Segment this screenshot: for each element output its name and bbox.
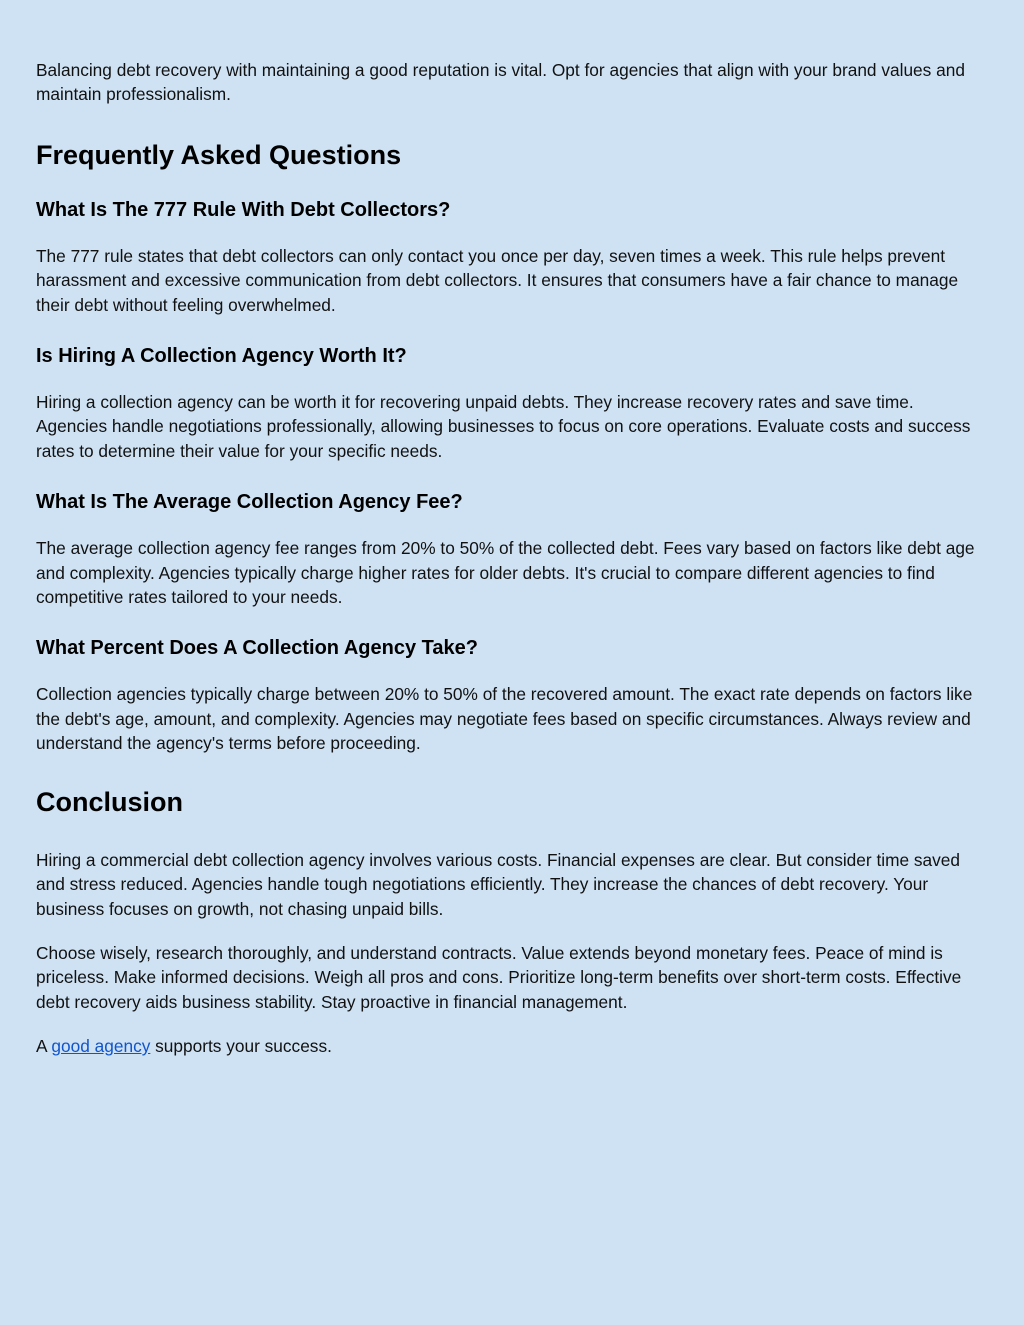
faq-answer: Collection agencies typically charge between 20% to 50% of the recovered amount. The exact rate depends on factors like the debt's age, amount, and complexity. Agencies may negotiate fees based on specific circumstances. Always review and understand the agency's terms before proceeding. (36, 684, 973, 754)
closing-sentence (36, 1034, 984, 1058)
faq-item (36, 344, 984, 463)
faq-item (36, 490, 984, 609)
faq-heading: Frequently Asked Questions (36, 139, 402, 170)
faq-question: What Is The 777 Rule With Debt Collectors? (36, 198, 451, 221)
faq-question: Is Hiring A Collection Agency Worth It? (36, 345, 407, 368)
intro-paragraph: Balancing debt recovery with maintaining a good reputation is vital. Opt for agencies that align with your brand values and maintain professionalism. (36, 60, 965, 105)
faq-question: What Is The Average Collection Agency Fee? (36, 491, 463, 514)
conclusion-paragraph-2: Choose wisely, research thoroughly, and understand contracts. Value extends beyond monetary fees. Peace of mind is priceless. Make informed decisions. Weigh all pros and cons. Prioritize long-term benefits over short-term costs. Effective debt recovery aids business stability. Stay proactive in financial management. (36, 942, 962, 1012)
faq-answer: Hiring a collection agency can be worth it for recovering unpaid debts. They increase recovery rates and save time. Agencies handle negotiations professionally, allowing businesses to focus on core operations. Evaluate costs and success rates to determine their value for your specific needs. (36, 392, 971, 461)
closing-suffix: supports your success. (150, 1036, 332, 1057)
faq-item (36, 636, 984, 755)
closing-prefix: A (36, 1036, 52, 1057)
conclusion-heading: Conclusion (36, 786, 183, 817)
faq-question: What Percent Does A Collection Agency Take? (36, 637, 478, 660)
good-agency-link[interactable]: good agency (51, 1036, 151, 1057)
faq-answer: The 777 rule states that debt collectors can only contact you once per day, seven times a week. This rule helps prevent harassment and excessive communication from debt collectors. It ensures that consumers have a fair chance to manage their debt without feeling overwhelmed. (36, 245, 959, 315)
faq-item (36, 198, 984, 317)
faq-answer: The average collection agency fee ranges from 20% to 50% of the collected debt. Fees vary based on factors like debt age and complexity. Agencies typically charge higher rates for older debts. It's crucial to compare different agencies to find competitive rates tailored to your needs. (36, 538, 975, 608)
conclusion-paragraph-1: Hiring a commercial debt collection agency involves various costs. Financial expenses are clear. But consider time saved and stress reduced. Agencies handle tough negotiations efficiently. They increase the chances of debt recovery. Your business focuses on growth, not chasing unpaid bills. (36, 849, 961, 919)
